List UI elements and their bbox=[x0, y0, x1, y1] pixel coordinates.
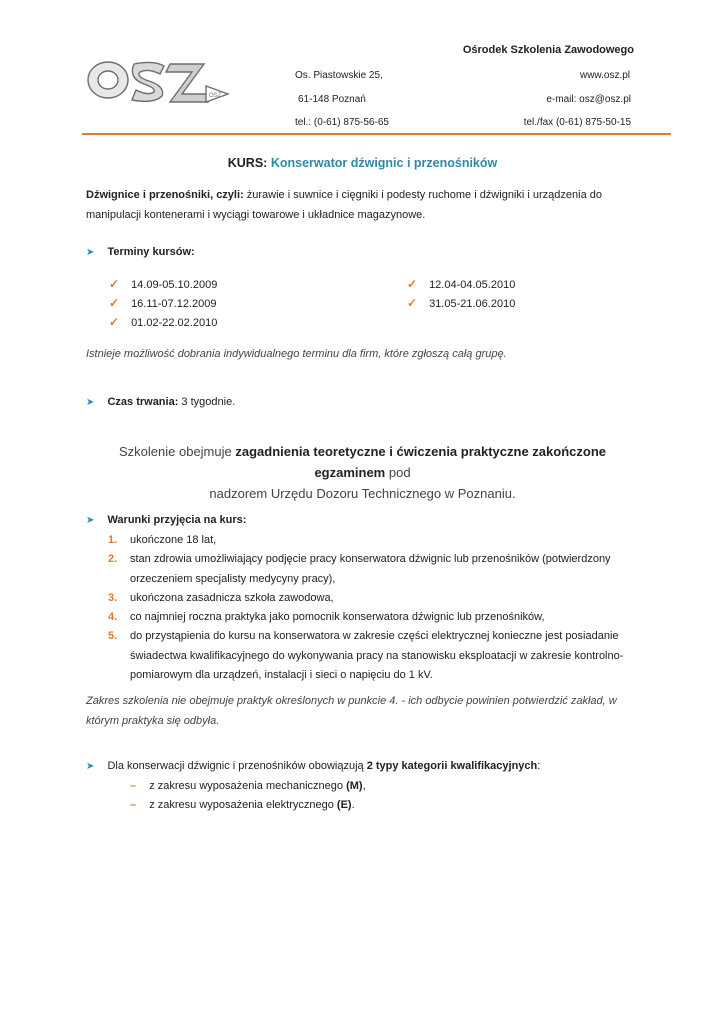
term-item: ✓ 14.09-05.10.2009 bbox=[109, 277, 218, 291]
list-item: 4. co najmniej roczna praktyka jako pomocnik konserwatora dźwignic lub przenośników, bbox=[108, 611, 545, 624]
org-name: Ośrodek Szkolenia Zawodowego bbox=[462, 44, 634, 56]
osz-logo bbox=[84, 56, 230, 106]
logo-text: OSZ bbox=[209, 93, 222, 99]
conditions-note: Zakres szkolenia nie obejmuje praktyk określonych w punkcie 4. - ich odbycie powinien potwierdzić zakład, w którym praktyka się odbyła. bbox=[86, 695, 617, 727]
arrow-bullet-icon: ➤ bbox=[86, 515, 95, 526]
term-item: ✓ 12.04-04.05.2010 bbox=[407, 277, 516, 291]
list-item: 5. do przystąpienia do kursu na konserwatora w zakresie części elektrycznej konieczne jest posiadanie bbox=[108, 630, 619, 643]
intro-text-2: manipulacji kontenerami i wyciągi towarowe i układnice magazynowe. bbox=[86, 208, 426, 221]
conditions-heading: ➤ Warunki przyjęcia na kurs: bbox=[86, 514, 247, 526]
check-icon: ✓ bbox=[109, 296, 120, 310]
address-line-1: Os. Piastowskie 25, bbox=[295, 70, 383, 81]
arrow-bullet-icon: ➤ bbox=[86, 397, 95, 408]
phone: tel.: (0-61) 875-56-65 bbox=[295, 117, 389, 128]
list-item: 1. ukończone 18 lat, bbox=[108, 534, 217, 546]
terms-note: Istnieje możliwość dobrania indywidualnego terminu dla firm, które zgłoszą całą grupę. bbox=[86, 348, 507, 360]
term-item: ✓ 16.11-07.12.2009 bbox=[109, 296, 217, 310]
category-item: – z zakresu wyposażenia mechanicznego (M), bbox=[130, 780, 366, 792]
check-icon: ✓ bbox=[109, 315, 120, 329]
arrow-bullet-icon: ➤ bbox=[86, 247, 95, 258]
intro-bold: Dźwignice i przenośniki, czyli: bbox=[86, 189, 244, 201]
term-item: ✓ 31.05-21.06.2010 bbox=[407, 296, 516, 310]
title-lead: KURS: bbox=[227, 156, 268, 170]
page-title bbox=[0, 156, 725, 170]
conditions-list: 1. ukończone 18 lat, 2. stan zdrowia umożliwiający podjęcie pracy konserwatora dźwignic lub przenośników (potwierdzony orzeczeniem specjalisty medycyny pracy), 3. ukończona zasadnicza szkoła zawodowa, 4. co najmniej roczna praktyka jako pomocnik konserwatora dźwignic lub przenośników, 5. do przystąpienia do kursu na konserwatora w zakresie części elektrycznej konieczne jest posiadanie świadectwa kwalifikacyjnego do wykonywania pracy na stanowisku eksploatacji w zakresie kontrolno- pomiarowym dla urządzeń, instalacji i sieci o napięciu do 1 kV. bbox=[108, 531, 648, 685]
title-course: Konserwator dźwignic i przenośników bbox=[270, 156, 498, 170]
fax: tel./fax (0-61) 875-50-15 bbox=[523, 117, 631, 128]
header-divider bbox=[82, 133, 671, 135]
duration: ➤ Czas trwania: 3 tygodnie. bbox=[86, 396, 236, 408]
summary: Szkolenie obejmuje zagadnienia teoretyczne i ćwiczenia praktyczne zakończone egzaminem pod nadzorem Urzędu Dozoru Technicznego w Poznaniu. bbox=[119, 444, 606, 501]
email-link[interactable]: e-mail: osz@osz.pl bbox=[546, 94, 631, 105]
terms-heading: ➤ Terminy kursów: bbox=[86, 246, 195, 258]
arrow-bullet-icon: ➤ bbox=[86, 761, 95, 772]
check-icon: ✓ bbox=[109, 277, 120, 291]
categories-heading: ➤ Dla konserwacji dźwignic i przenośników obowiązują 2 typy kategorii kwalifikacyjnych: bbox=[86, 760, 541, 772]
check-icon: ✓ bbox=[407, 296, 418, 310]
check-icon: ✓ bbox=[407, 277, 418, 291]
intro-text-1: żurawie i suwnice i cięgniki i podesty ruchome i dźwigniki i urządzenia do bbox=[243, 189, 602, 201]
list-item: 2. stan zdrowia umożliwiający podjęcie pracy konserwatora dźwignic lub przenośników (potwierdzony bbox=[108, 553, 611, 566]
address-line-2: 61-148 Poznań bbox=[298, 94, 366, 105]
intro-paragraph bbox=[86, 186, 646, 225]
website-link[interactable]: www.osz.pl bbox=[579, 70, 630, 81]
list-item: 3. ukończona zasadnicza szkoła zawodowa, bbox=[108, 591, 334, 604]
term-item: ✓ 01.02-22.02.2010 bbox=[109, 315, 218, 329]
category-item: – z zakresu wyposażenia elektrycznego (E). bbox=[130, 799, 355, 811]
